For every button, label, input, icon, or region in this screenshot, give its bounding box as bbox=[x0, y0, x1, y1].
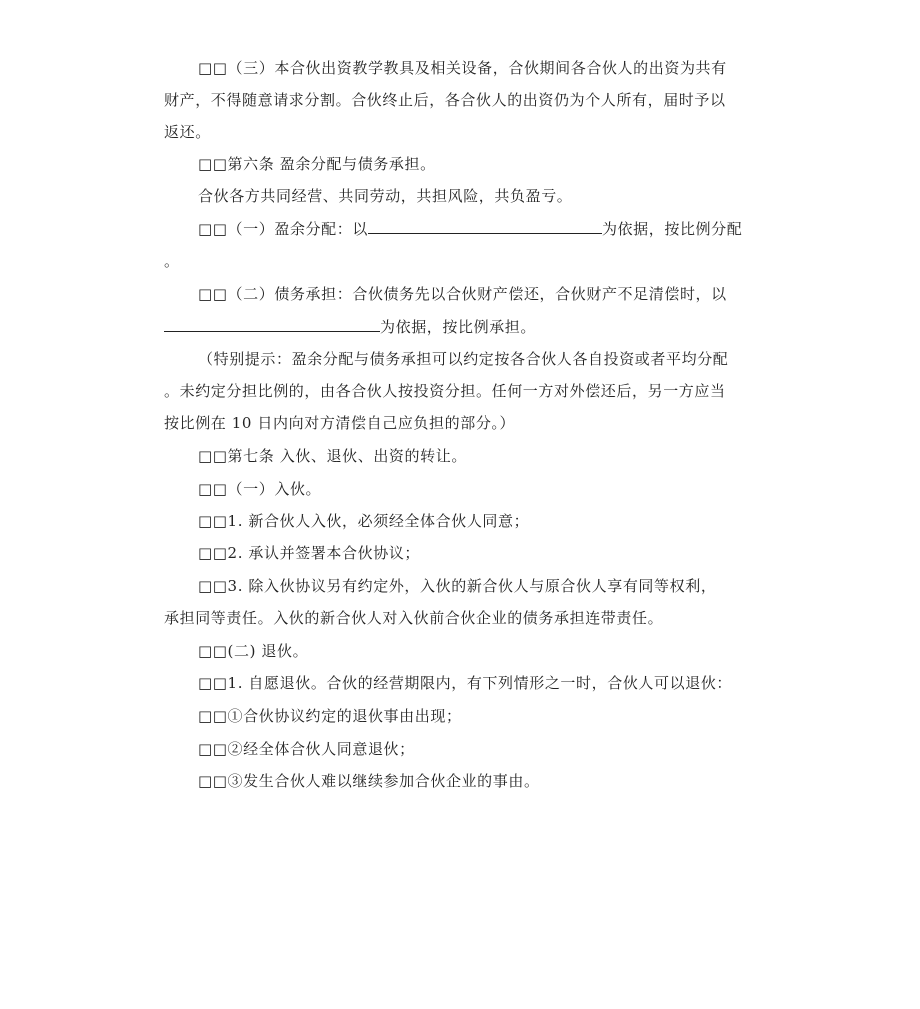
article-heading: □□第六条 盈余分配与债务承担。 bbox=[198, 155, 436, 173]
paragraph-line: 财产，不得随意请求分割。合伙终止后，各合伙人的出资仍为个人所有，届时予以 bbox=[164, 91, 726, 109]
profit-distribution-prefix: □□（一）盈余分配：以 bbox=[198, 220, 368, 238]
list-item: □□③发生合伙人难以继续参加合伙企业的事由。 bbox=[198, 772, 540, 790]
paragraph-line: 返还。 bbox=[164, 123, 211, 141]
list-item: □□2. 承认并签署本合伙协议； bbox=[198, 544, 421, 562]
paragraph-line: □□（三）本合伙出资教学教具及相关设备，合伙期间各合伙人的出资为共有 bbox=[198, 59, 727, 77]
section-heading: □□（一）入伙。 bbox=[198, 480, 322, 498]
paragraph-line: 承担同等责任。入伙的新合伙人对入伙前合伙企业的债务承担连带责任。 bbox=[164, 609, 664, 627]
profit-distribution-line bbox=[198, 218, 742, 239]
fill-in-blank bbox=[368, 218, 602, 234]
list-item: □□②经全体合伙人同意退伙； bbox=[198, 740, 415, 758]
paragraph-line: □□（二）债务承担：合伙债务先以合伙财产偿还，合伙财产不足清偿时，以 bbox=[198, 285, 727, 303]
list-item: □□1. 自愿退伙。合伙的经营期限内，有下列情形之一时，合伙人可以退伙： bbox=[198, 674, 733, 692]
special-note-line: （特别提示：盈余分配与债务承担可以约定按各合伙人各自投资或者平均分配 bbox=[198, 350, 729, 368]
debt-burden-suffix: 为依据，按比例承担。 bbox=[380, 318, 537, 336]
debt-burden-line bbox=[164, 316, 536, 337]
profit-distribution-suffix: 为依据，按比例分配 bbox=[601, 220, 743, 238]
list-item: □□3. 除入伙协议另有约定外，入伙的新合伙人与原合伙人享有同等权利， bbox=[198, 577, 717, 595]
paragraph-line: 合伙各方共同经营、共同劳动，共担风险，共负盈亏。 bbox=[198, 187, 573, 205]
fill-in-blank bbox=[164, 316, 380, 332]
article-heading: □□第七条 入伙、退伙、出资的转让。 bbox=[198, 447, 467, 465]
section-heading: □□(二) 退伙。 bbox=[198, 642, 309, 660]
special-note-line: 按比例在 10 日内向对方清偿自己应负担的部分。） bbox=[164, 414, 516, 432]
special-note-line: 。未约定分担比例的，由各合伙人按投资分担。任何一方对外偿还后，另一方应当 bbox=[164, 382, 726, 400]
paragraph-line: 。 bbox=[164, 252, 180, 270]
list-item: □□①合伙协议约定的退伙事由出现； bbox=[198, 707, 462, 725]
list-item: □□1. 新合伙人入伙，必须经全体合伙人同意； bbox=[198, 512, 530, 530]
